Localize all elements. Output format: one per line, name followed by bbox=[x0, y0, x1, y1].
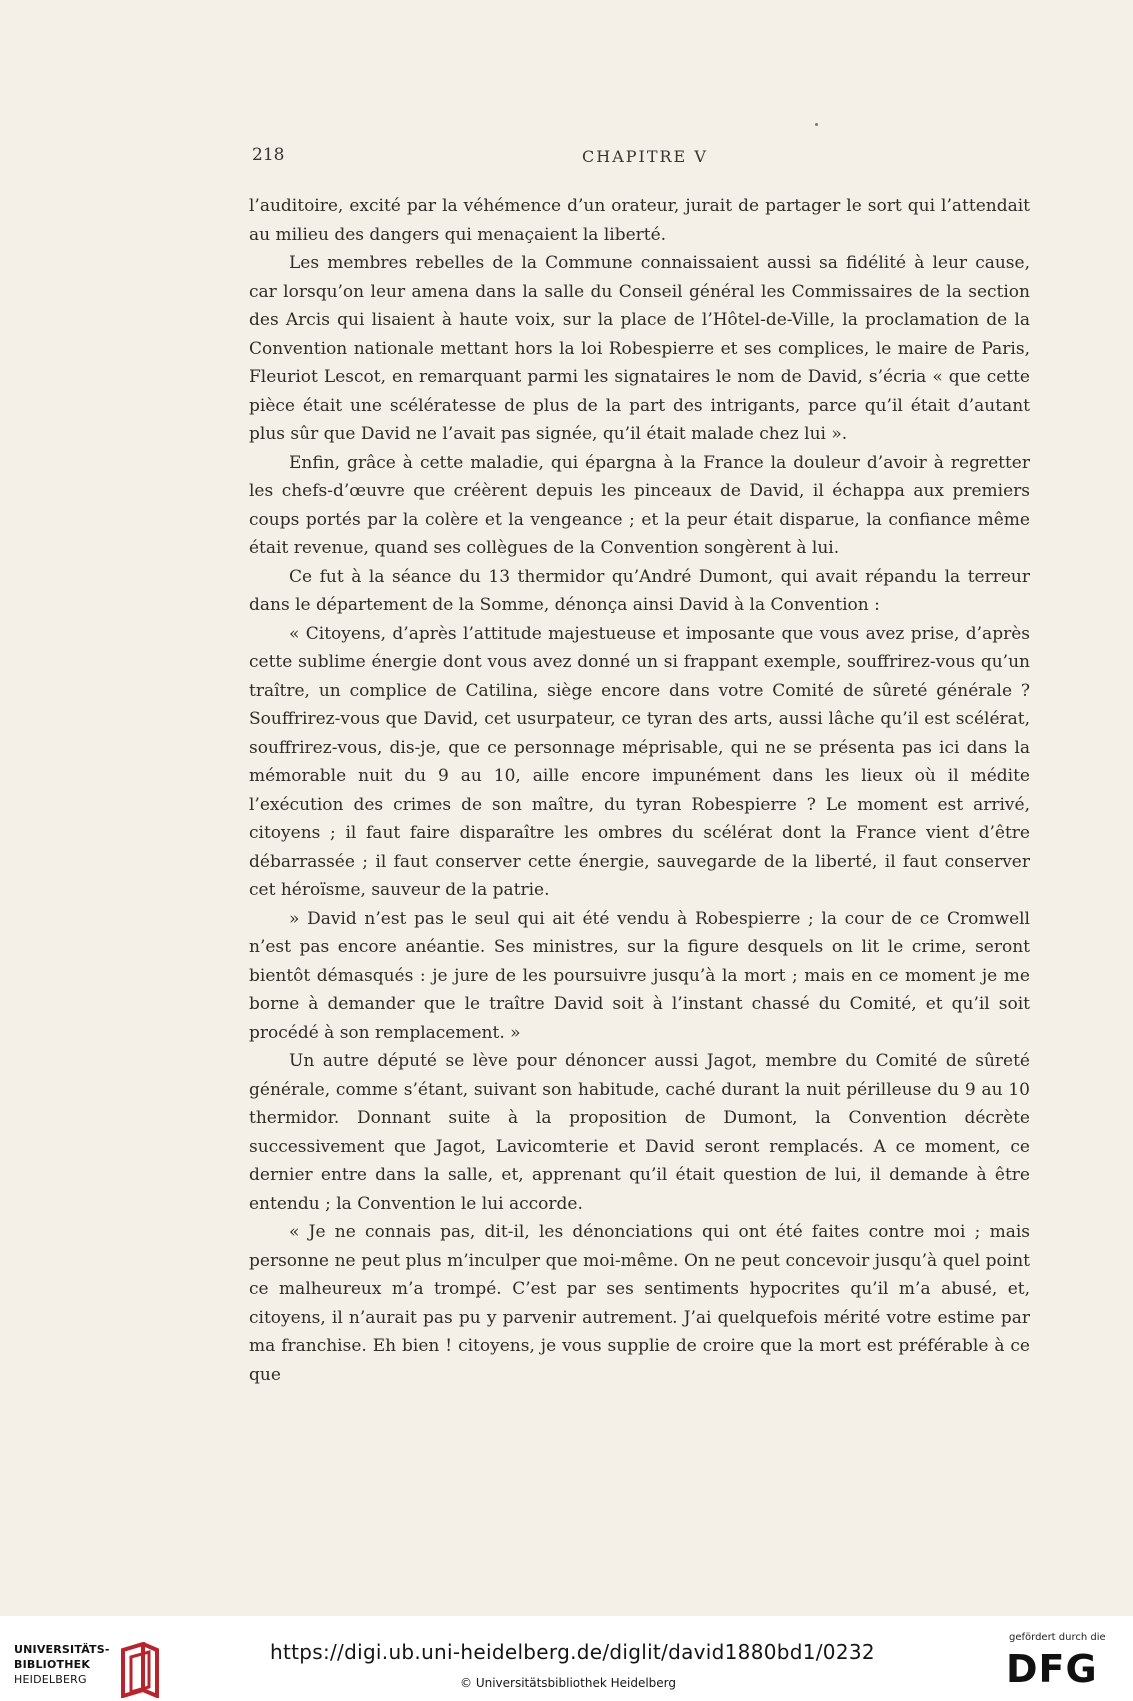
funding-label: gefördert durch die bbox=[1009, 1632, 1106, 1643]
university-library-logo bbox=[14, 1642, 164, 1694]
dfg-logo: DFG bbox=[1006, 1647, 1098, 1691]
institution-line-1: UNIVERSITÄTS- bbox=[14, 1643, 110, 1656]
running-head bbox=[252, 145, 1032, 171]
source-url-link[interactable]: https://digi.ub.uni-heidelberg.de/diglit/david1880bd1/0232 bbox=[270, 1640, 875, 1664]
paragraph-5: « Citoyens, d’après l’attitude majestueuse et imposante que vous avez prise, d’après cette sublime énergie dont vous avez donné un si frappant exemple, souffrirez-vous qu’un traître, un complice de Catilina, siège encore dans votre Comité de sûreté générale ? Souffrirez-vous que David, cet usurpateur, ce tyran des arts, aussi lâche qu’il est scélérat, souffrirez-vous, dis-je, que ce personnage méprisable, qui ne se présenta pas ici dans la mémorable nuit du 9 au 10, aille encore impunément dans les lieux où il médite l’exécution des crimes de son maître, du tyran Robespierre ? Le moment est arrivé, citoyens ; il faut faire disparaître les ombres du scélérat dont la France vient d’être débarrassée ; il faut conserver cette énergie, sauvegarde de la liberté, il faut conserver cet héroïsme, sauveur de la patrie. bbox=[249, 623, 1030, 900]
copyright-notice: © Universitätsbibliothek Heidelberg bbox=[460, 1676, 677, 1690]
main-text bbox=[249, 192, 1030, 1389]
paragraph-6: » David n’est pas le seul qui ait été vendu à Robespierre ; la cour de ce Cromwell n’est pas encore anéantie. Ses ministres, sur la figure desquels on lit le crime, seront bientôt démasqués : je jure de les poursuivre jusqu’à la mort ; mais en ce moment je me borne à demander que le traître David soit à l’instant chassé du Comité, et qu’il soit procédé à son remplacement. » bbox=[249, 908, 1030, 1043]
institution-line-2: BIBLIOTHEK bbox=[14, 1658, 91, 1671]
paragraph-3: Enfin, grâce à cette maladie, qui épargna à la France la douleur d’avoir à regretter les chefs-d’œuvre que créèrent depuis les pinceaux de David, il échappa aux premiers coups portés par la colère et la vengeance ; et la peur était disparue, la confiance même était revenue, quand ses collègues de la Convention songèrent à lui. bbox=[249, 452, 1030, 558]
paragraph-2: Les membres rebelles de la Commune connaissaient aussi sa fidélité à leur cause, car lorsqu’on leur amena dans la salle du Conseil général les Commissaires de la section des Arcis qui lisaient à haute voix, sur la place de l’Hôtel-de-Ville, la proclamation de la Convention nationale mettant hors la loi Robespierre et ses complices, le maire de Paris, Fleuriot Lescot, en remarquant parmi les signataires le nom de David, s’écria « que cette pièce était une scélératesse de plus de la part des intrigants, parce qu’il était d’autant plus sûr que David ne l’avait pas signée, qu’il était malade chez lui ». bbox=[249, 253, 1030, 444]
digital-library-footer bbox=[0, 1616, 1133, 1701]
ink-speck bbox=[815, 123, 818, 126]
institution-line-3: HEIDELBERG bbox=[14, 1673, 87, 1686]
chapter-title: CHAPITRE V bbox=[582, 147, 708, 166]
institution-name bbox=[14, 1642, 108, 1687]
paragraph-4: Ce fut à la séance du 13 thermidor qu’André Dumont, qui avait répandu la terreur dans le département de la Somme, dénonça ainsi David à la Convention : bbox=[249, 566, 1030, 615]
paragraph-1: l’auditoire, excité par la véhémence d’un orateur, jurait de partager le sort qui l’attendait au milieu des dangers qui menaçaient la liberté. bbox=[249, 196, 1030, 245]
library-emblem-icon bbox=[115, 1642, 161, 1698]
paragraph-8: « Je ne connais pas, dit-il, les dénonciations qui ont été faites contre moi ; mais personne ne peut plus m’inculper que moi-même. On ne peut concevoir jusqu’à quel point ce malheureux m’a trompé. C’est par ses sentiments hypocrites qu’il m’a abusé, et, citoyens, il n’aurait pas pu y parvenir autrement. J’ai quelquefois mérité votre estime par ma franchise. Eh bien ! citoyens, je vous supplie de croire que la mort est préférable à ce que bbox=[249, 1222, 1030, 1385]
paragraph-7: Un autre député se lève pour dénoncer aussi Jagot, membre du Comité de sûreté générale, comme s’étant, suivant son habitude, caché durant la nuit périlleuse du 9 au 10 thermidor. Donnant suite à la proposition de Dumont, la Convention décrète successivement que Jagot, Lavicomterie et David seront remplacés. A ce moment, ce dernier entre dans la salle, et, apprenant qu’il était question de lui, il demande à être entendu ; la Convention le lui accorde. bbox=[249, 1051, 1030, 1214]
page-number: 218 bbox=[252, 145, 285, 165]
